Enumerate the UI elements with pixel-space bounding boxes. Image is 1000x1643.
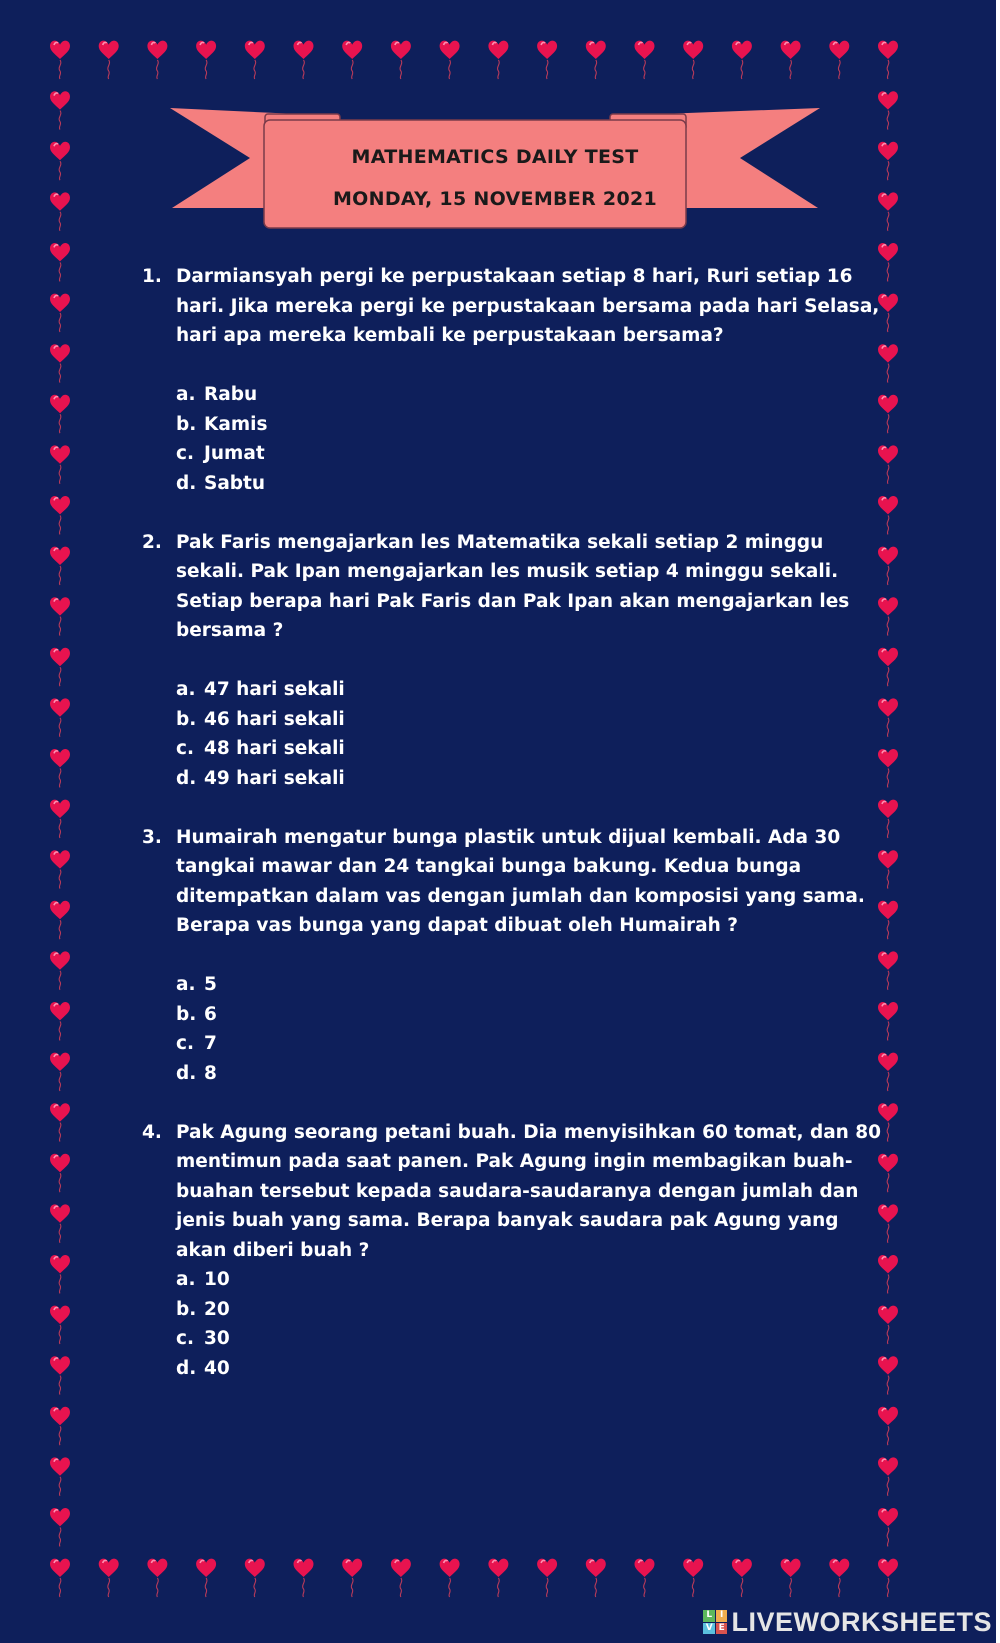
option-letter: c. (176, 443, 194, 464)
logo-square: L (703, 1610, 715, 1622)
heart-icon (635, 1559, 655, 1597)
heart-icon (342, 1559, 362, 1597)
heart-icon (50, 901, 70, 939)
heart-icon (50, 749, 70, 787)
option-letter: a. (176, 974, 196, 995)
heart-icon (878, 1407, 898, 1445)
heart-icon (196, 41, 216, 79)
question-4 (142, 1118, 882, 1384)
question-body (176, 1118, 882, 1384)
heart-icon (50, 192, 70, 230)
question-body (176, 262, 882, 498)
answer-option-c[interactable] (176, 1029, 882, 1059)
answer-option-d[interactable] (176, 469, 882, 499)
question-1 (142, 262, 882, 498)
question-number: 2. (142, 531, 162, 553)
option-text: 49 hari sekali (204, 767, 345, 789)
answer-options (176, 1265, 882, 1383)
heart-icon (878, 41, 898, 79)
heart-icon (50, 597, 70, 635)
question-text: Pak Faris mengajarkan les Matematika sekali setiap 2 minggu sekali. Pak Ipan mengajarkan les musik setiap 4 minggu sekali. Setiap berapa hari Pak Faris dan Pak Ipan akan mengajarkan les bersama ? (176, 531, 850, 641)
option-text: Rabu (204, 384, 258, 405)
answer-option-c[interactable] (176, 1324, 882, 1354)
heart-icon (50, 1356, 70, 1394)
option-letter: d. (176, 767, 197, 789)
heart-icon (683, 41, 703, 79)
heart-icon (50, 1407, 70, 1445)
option-text: 48 hari sekali (204, 738, 345, 759)
option-text: 6 (204, 1003, 217, 1025)
option-text: 5 (204, 974, 217, 995)
heart-icon (878, 1457, 898, 1495)
heart-icon (878, 142, 898, 180)
heart-icon (50, 800, 70, 838)
heart-icon (50, 1306, 70, 1344)
option-text: Jumat (204, 443, 265, 464)
heart-icon (391, 41, 411, 79)
heart-icon (635, 41, 655, 79)
heart-icon (294, 41, 314, 79)
heart-icon (50, 91, 70, 129)
heart-icon (99, 1559, 119, 1597)
question-number: 4. (142, 1121, 162, 1143)
option-letter: d. (176, 1062, 197, 1084)
heart-icon (781, 1559, 801, 1597)
option-letter: d. (176, 472, 197, 494)
heart-icon (50, 648, 70, 686)
option-letter: b. (176, 1298, 197, 1320)
heart-icon (878, 192, 898, 230)
option-letter: b. (176, 413, 197, 435)
option-text: 20 (204, 1298, 230, 1320)
heart-icon (50, 1002, 70, 1040)
answer-option-d[interactable] (176, 764, 882, 794)
option-letter: c. (176, 1328, 194, 1349)
heart-icon (147, 41, 167, 79)
answer-option-d[interactable] (176, 1354, 882, 1384)
heart-icon (829, 41, 849, 79)
logo-square: I (716, 1610, 728, 1622)
answer-option-a[interactable] (176, 970, 882, 1000)
heart-icon (829, 1559, 849, 1597)
heart-icon (440, 1559, 460, 1597)
heart-icon (586, 1559, 606, 1597)
heart-icon (537, 41, 557, 79)
answer-option-b[interactable] (176, 1295, 882, 1325)
answer-options (176, 380, 882, 498)
option-text: 46 hari sekali (204, 708, 345, 730)
question-text: Pak Agung seorang petani buah. Dia menyisihkan 60 tomat, dan 80 mentimun pada saat panen. Pak Agung ingin membagikan buah-buahan tersebut kepada saudara-saudaranya dengan jumlah dan jenis buah yang sama. Berapa banyak saudara pak Agung yang akan diberi buah ? (176, 1121, 882, 1261)
option-letter: b. (176, 1003, 197, 1025)
heart-icon (50, 1204, 70, 1242)
heart-icon (50, 41, 70, 79)
option-text: Sabtu (204, 472, 266, 494)
answer-option-a[interactable] (176, 675, 882, 705)
option-letter: c. (176, 738, 194, 759)
heart-icon (50, 1103, 70, 1141)
option-text: 10 (204, 1269, 230, 1290)
heart-icon (196, 1559, 216, 1597)
heart-icon (50, 344, 70, 382)
option-letter: a. (176, 679, 196, 700)
option-text: Kamis (204, 413, 268, 435)
answer-option-b[interactable] (176, 1000, 882, 1030)
heart-icon (342, 41, 362, 79)
answer-option-b[interactable] (176, 705, 882, 735)
option-letter: a. (176, 384, 196, 405)
answer-options (176, 675, 882, 793)
question-body (176, 823, 882, 1089)
heart-icon (50, 1053, 70, 1091)
answer-option-a[interactable] (176, 1265, 882, 1295)
heart-icon (245, 1559, 265, 1597)
option-text: 7 (204, 1033, 217, 1054)
option-letter: c. (176, 1033, 194, 1054)
heart-icon (50, 496, 70, 534)
heart-icon (683, 1559, 703, 1597)
option-text: 40 (204, 1357, 230, 1379)
heart-icon (50, 951, 70, 989)
logo-square: V (703, 1623, 715, 1635)
page-title: MATHEMATICS DAILY TEST (351, 146, 639, 168)
heart-icon (488, 41, 508, 79)
heart-icon (99, 41, 119, 79)
heart-icon (50, 395, 70, 433)
answer-options (176, 970, 882, 1088)
answer-option-b[interactable] (176, 410, 882, 440)
heart-icon (147, 1559, 167, 1597)
question-body (176, 528, 882, 794)
test-date: MONDAY, 15 NOVEMBER 2021 (332, 188, 658, 210)
heart-icon (488, 1559, 508, 1597)
question-list (142, 262, 882, 1413)
heart-icon (50, 294, 70, 332)
heart-icon (50, 445, 70, 483)
liveworksheets-logo-icon (703, 1610, 727, 1634)
question-number: 3. (142, 826, 162, 848)
heart-icon (50, 1255, 70, 1293)
heart-icon (50, 850, 70, 888)
title-banner (170, 108, 820, 243)
heart-icon (878, 1508, 898, 1546)
option-text: 47 hari sekali (204, 679, 345, 700)
option-letter: b. (176, 708, 197, 730)
heart-icon (50, 142, 70, 180)
heart-icon (50, 243, 70, 281)
liveworksheets-logo-text: LIVEWORKSHEETS (731, 1606, 992, 1637)
heart-icon (878, 1559, 898, 1597)
question-2 (142, 528, 882, 794)
heart-icon (50, 1508, 70, 1546)
banner-body (264, 120, 686, 228)
question-text: Humairah mengatur bunga plastik untuk dijual kembali. Ada 30 tangkai mawar dan 24 tangkai bunga bakung. Kedua bunga ditempatkan dalam vas dengan jumlah dan komposisi yang sama. Berapa vas bunga yang dapat dibuat oleh Humairah ? (176, 826, 865, 936)
option-text: 8 (204, 1062, 217, 1084)
liveworksheets-logo[interactable] (703, 1607, 992, 1637)
heart-icon (245, 41, 265, 79)
answer-option-d[interactable] (176, 1059, 882, 1089)
heart-icon (781, 41, 801, 79)
answer-option-a[interactable] (176, 380, 882, 410)
heart-icon (391, 1559, 411, 1597)
heart-icon (50, 1154, 70, 1192)
heart-icon (50, 1559, 70, 1597)
heart-icon (732, 1559, 752, 1597)
heart-icon (878, 91, 898, 129)
question-3 (142, 823, 882, 1089)
logo-square: E (716, 1623, 728, 1635)
question-number: 1. (142, 266, 162, 287)
heart-icon (537, 1559, 557, 1597)
heart-icon (50, 698, 70, 736)
heart-icon (440, 41, 460, 79)
answer-option-c[interactable] (176, 734, 882, 764)
option-letter: a. (176, 1269, 196, 1290)
heart-icon (50, 1457, 70, 1495)
option-letter: d. (176, 1357, 197, 1379)
heart-icon (50, 547, 70, 585)
heart-icon (586, 41, 606, 79)
answer-option-c[interactable] (176, 439, 882, 469)
heart-icon (294, 1559, 314, 1597)
heart-icon (732, 41, 752, 79)
option-text: 30 (204, 1328, 230, 1349)
question-text: Darmiansyah pergi ke perpustakaan setiap 8 hari, Ruri setiap 16 hari. Jika mereka pergi ke perpustakaan bersama pada hari Selasa, hari apa mereka kembali ke perpustakaan bersama? (176, 266, 880, 346)
